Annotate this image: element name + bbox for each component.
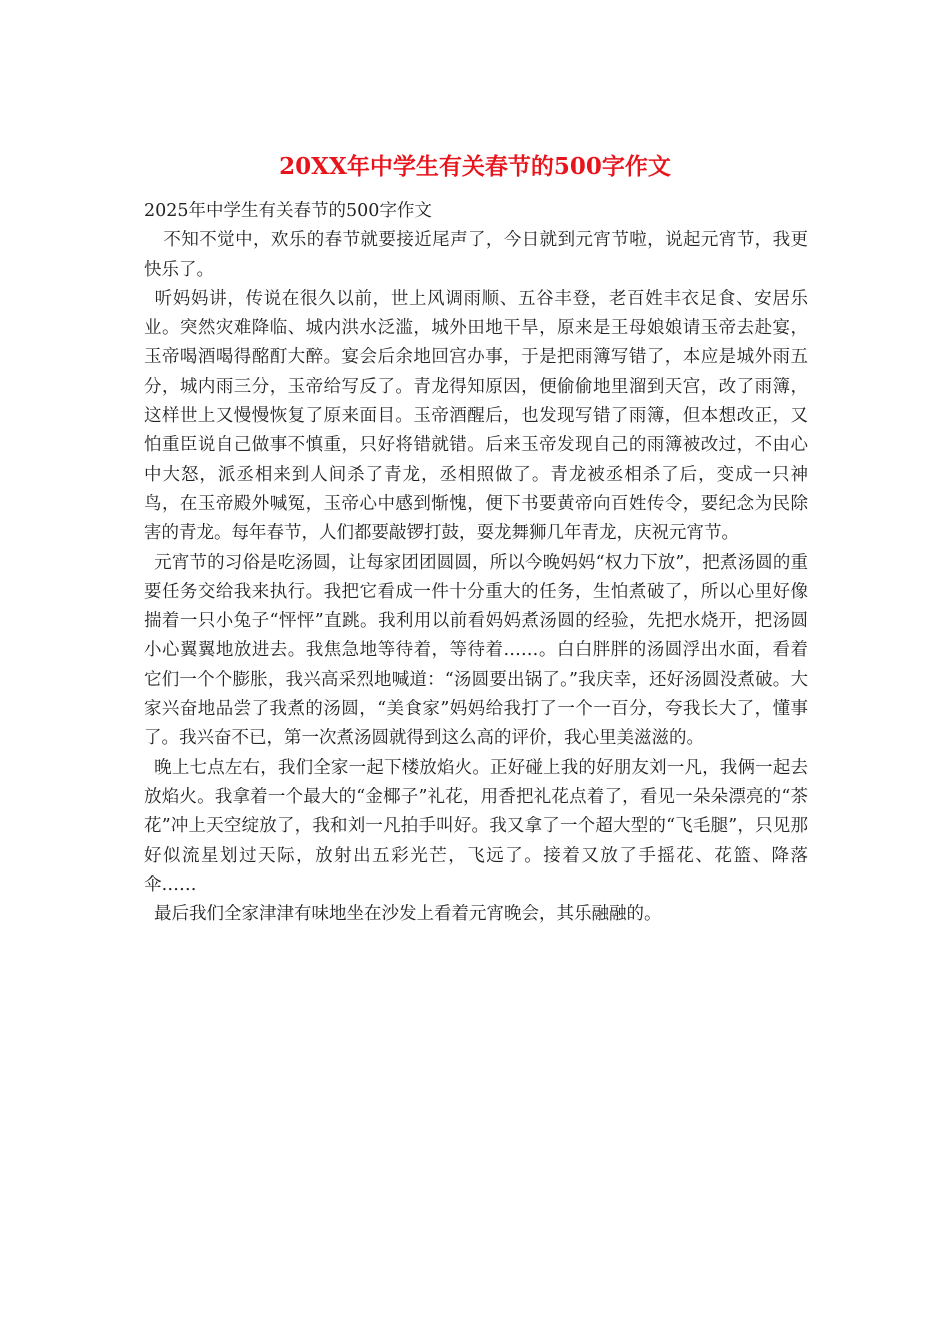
paragraph-5 bbox=[144, 900, 808, 929]
document-subtitle: 2025年中学生有关春节的500字作文 bbox=[144, 201, 432, 221]
paragraph-4 bbox=[144, 754, 808, 900]
document-title: 20XX年中学生有关春节的500字作文 bbox=[279, 153, 671, 180]
paragraph-2-text: 听妈妈讲，传说在很久以前，世上风调雨顺、五谷丰登，老百姓丰衣足食、安居乐业。突然灾难降临、城内洪水泛滥，城外田地干旱，原来是王母娘娘请玉帝去赴宴，玉帝喝酒喝得酩酊大醉。宴会后余地回宫办事，于是把雨簿写错了，本应是城外雨五分，城内雨三分，玉帝给写反了。青龙得知原因，便偷偷地里溜到天宫，改了雨簿，这样世上又慢慢恢复了原来面目。玉帝酒醒后，也发现写错了雨簿，但本想改正，又怕重臣说自己做事不慎重，只好将错就错。后来玉帝发现自己的雨簿被改过，不由心中大怒，派丞相来到人间杀了青龙，丞相照做了。青龙被丞相杀了后，变成一只神鸟，在玉帝殿外喊冤，玉帝心中感到惭愧，便下书要黄帝向百姓传令，要纪念为民除害的青龙。每年春节，人们都要敲锣打鼓，耍龙舞狮几年青龙，庆祝元宵节。 bbox=[144, 288, 808, 544]
paragraph-3 bbox=[144, 549, 808, 754]
paragraph-3-text: 元宵节的习俗是吃汤圆，让每家团团圆圆，所以今晚妈妈“权力下放”，把煮汤圆的重要任务交给我来执行。我把它看成一件十分重大的任务，生怕煮破了，所以心里好像揣着一只小兔子“怦怦”直跳。我利用以前看妈妈煮汤圆的经验，先把水烧开，把汤圆小心翼翼地放进去。我焦急地等待着，等待着……。白白胖胖的汤圆浮出水面，看着它们一个个膨胀，我兴高采烈地喊道：“汤圆要出锅了。”我庆幸，还好汤圆没煮破。大家兴奋地品尝了我煮的汤圆，“美食家”妈妈给我打了一个一百分，夸我长大了，懂事了。我兴奋不已，第一次煮汤圆就得到这么高的评价，我心里美滋滋的。 bbox=[144, 552, 808, 749]
paragraph-1 bbox=[144, 226, 808, 285]
paragraph-1-text: 不知不觉中，欢乐的春节就要接近尾声了，今日就到元宵节啦，说起元宵节，我更快乐了。 bbox=[144, 230, 808, 280]
paragraph-5-text: 最后我们全家津津有味地坐在沙发上看着元宵晚会，其乐融融的。 bbox=[154, 904, 662, 925]
paragraph-4-text: 晚上七点左右，我们全家一起下楼放焰火。正好碰上我的好朋友刘一凡，我俩一起去放焰火。我拿着一个最大的“金椰子”礼花，用香把礼花点着了，看见一朵朵漂亮的“茶花”冲上天空绽放了，我和刘一凡拍手叫好。我又拿了一个超大型的“飞毛腿”，只见那好似流星划过天际，放射出五彩光芒，飞远了。接着又放了手摇花、花篮、降落伞…… bbox=[144, 757, 808, 895]
document-body bbox=[144, 197, 808, 929]
paragraph-2 bbox=[144, 285, 808, 549]
